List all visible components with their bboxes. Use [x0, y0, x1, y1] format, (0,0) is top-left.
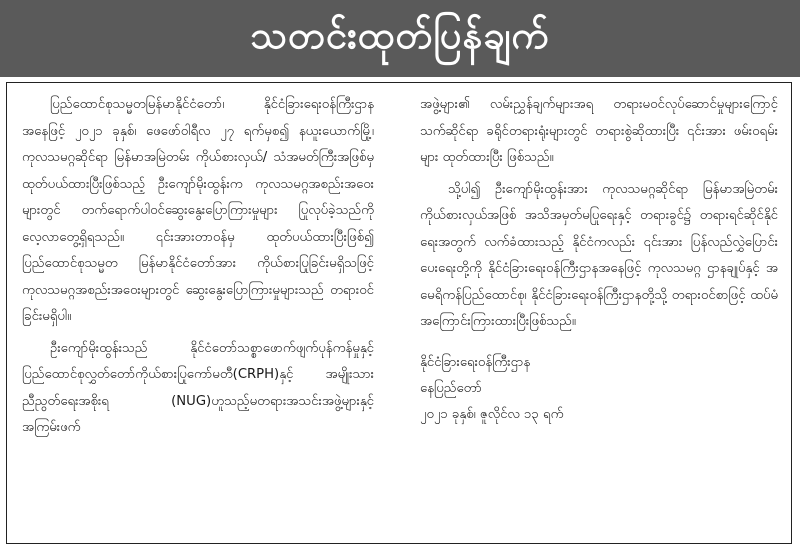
signature-date: ၂၀၂၁ ခုနှစ်၊ ဇူလိုင်လ ၁၃ ရက် — [420, 406, 564, 422]
body-paragraph-3: အဖွဲ့များ၏ လမ်းညွှန်ချက်များအရ တရားမဝင်လုပ်ဆောင်မှုများကြောင့် သက်ဆိုင်ရာ ခရိုင်တရားရုံးများတွင် တရားစွဲဆိုထားပြီး ၎င်းအား ဖမ်းဝရမ်းများ ထုတ်ထားပြီး ဖြစ်သည်။ — [420, 97, 778, 165]
signature-place: နေပြည်တော် — [420, 380, 482, 396]
right-column — [420, 92, 778, 428]
left-column — [22, 92, 374, 447]
signature-block — [420, 350, 778, 428]
body-paragraph-1: ပြည်ထောင်စုသမ္မတမြန်မာနိုင်ငံတော်၊ နိုင်ငံခြားရေးဝန်ကြီးဌာနအနေဖြင့် ၂၀၂၁ ခုနှစ်၊ ဖေဖော်ဝါရီလ ၂၇ ရက်မှစ၍ နယူးယောက်မြို့၊ ကုလသမဂ္ဂဆိုင်ရာ မြန်မာအမြဲတမ်း ကိုယ်စားလှယ်/ သံအမတ်ကြီးအဖြစ်မှ ထုတ်ပယ်ထားပြီးဖြစ်သည့် ဦးကျော်မိုးထွန်းက ကုလသမဂ္ဂအစည်းအဝေးများတွင် တက်ရောက်ပါဝင်ဆွေးနွေးပြောကြားမှုများ ပြုလုပ်ခဲ့သည်ကို လေ့လာတွေ့ရှိရသည်။ ၎င်းအားတာဝန်မှ ထုတ်ပယ်ထားပြီးဖြစ်၍ ပြည်ထောင်စုသမ္မတ မြန်မာနိုင်ငံတော်အား ကိုယ်စားပြုခြင်းမရှိသဖြင့် ကုလသမဂ္ဂအစည်းအဝေးများတွင် ဆွေးနွေးပြောကြားမှုများသည် တရားဝင်ခြင်းမရှိပါ။ — [22, 97, 374, 324]
signature-ministry: နိုင်ငံခြားရေးဝန်ကြီးဌာန — [420, 354, 531, 370]
body-paragraph-4: သို့ပါ၍ ဦးကျော်မိုးထွန်းအား ကုလသမဂ္ဂဆိုင်ရာ မြန်မာအမြဲတမ်းကိုယ်စားလှယ်အဖြစ် အသိအမှတ်မပြုရေးနှင့် တရားခွင်၌ တရားရင်ဆိုင်နိုင်ရေးအတွက် လက်ခံထားသည့် နိုင်ငံကလည်း ၎င်းအား ပြန်လည်လွှဲပြောင်းပေးရေးတို့ကို နိုင်ငံခြားရေးဝန်ကြီးဌာနအနေဖြင့် ကုလသမဂ္ဂ ဌာနချုပ်နှင့် အမေရိကန်ပြည်ထောင်စု၊ နိုင်ငံခြားရေးဝန်ကြီးဌာနတို့သို့ တရားဝင်စာဖြင့် ထပ်မံအကြောင်းကြားထားပြီးဖြစ်သည်။ — [420, 181, 778, 329]
page-title: သတင်းထုတ်ပြန်ချက် — [250, 12, 550, 57]
body-paragraph-2: ဦးကျော်မိုးထွန်းသည် နိုင်ငံတော်သစ္စာဖောက်ဖျက်ပုန်ကန်မှုနှင့် ပြည်ထောင်စုလွှတ်တော်ကိုယ်စားပြုကော်မတီ(CRPH)နှင့် အမျိုးသားညီညွတ်ရေးအစိုးရ (NUG)ဟူသည့်မတရားအသင်းအဖွဲ့များနှင့် အကြမ်းဖက် — [22, 340, 374, 435]
header-banner — [0, 0, 800, 77]
